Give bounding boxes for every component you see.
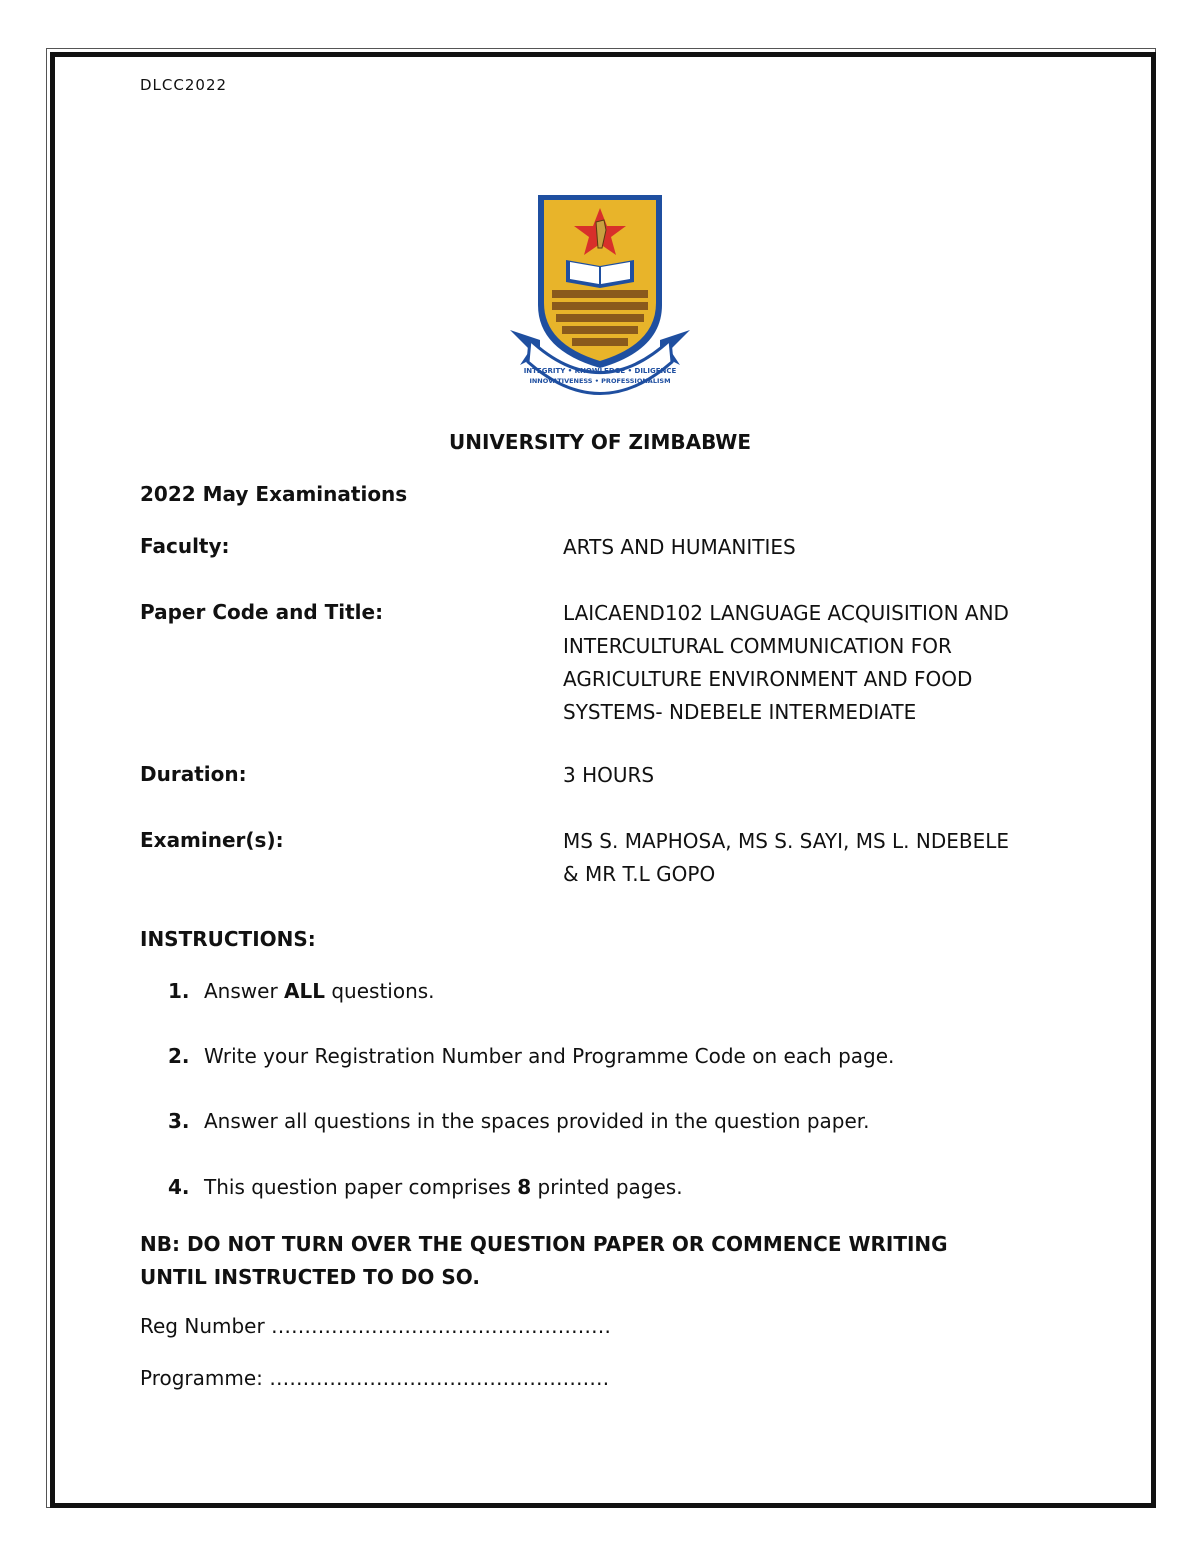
faculty-label: Faculty: [140, 534, 230, 558]
examiners-line-1: MS S. MAPHOSA, MS S. SAYI, MS L. NDEBELE [563, 829, 1010, 853]
instruction-item: 1. Answer ALL questions. [168, 979, 435, 1003]
instruction-item: 3. Answer all questions in the spaces provided in the question paper. [168, 1109, 870, 1133]
examiners-value [563, 825, 1083, 891]
paper-title-line-1: LAICAEND102 LANGUAGE ACQUISITION AND [563, 601, 1009, 625]
paper-title-line-4: SYSTEMS- NDEBELE INTERMEDIATE [563, 700, 917, 724]
instruction-item: 2. Write your Registration Number and Programme Code on each page. [168, 1044, 895, 1068]
nb-warning: NB: DO NOT TURN OVER THE QUESTION PAPER OR COMMENCE WRITING UNTIL INSTRUCTED TO DO SO. [140, 1232, 948, 1289]
university-crest-logo [500, 190, 700, 400]
instruction-item: 4. This question paper comprises 8 printed pages. [168, 1175, 683, 1199]
instructions-heading: INSTRUCTIONS: [140, 927, 316, 951]
duration-label: Duration: [140, 762, 247, 786]
paper-code-value [563, 597, 1083, 729]
paper-title-line-2: INTERCULTURAL COMMUNICATION FOR [563, 634, 952, 658]
duration-value: 3 HOURS [563, 763, 655, 787]
paper-code-label: Paper Code and Title: [140, 600, 384, 624]
paper-title-line-3: AGRICULTURE ENVIRONMENT AND FOOD [563, 667, 973, 691]
crest-motto-1: INTEGRITY • KNOWLEDGE • DILIGENCE [523, 367, 677, 375]
exam-session: 2022 May Examinations [140, 482, 408, 506]
document-code: DLCC2022 [140, 76, 228, 94]
programme-field[interactable]: Programme: …………………………………………… [140, 1366, 610, 1390]
examiners-line-2: & MR T.L GOPO [563, 862, 716, 886]
crest-motto-2: INNOVATIVENESS • PROFESSIONALISM [529, 377, 671, 385]
university-name: UNIVERSITY OF ZIMBABWE [449, 430, 751, 454]
examiners-label: Examiner(s): [140, 828, 284, 852]
reg-number-field[interactable]: Reg Number …………………………………………… [140, 1314, 612, 1338]
faculty-value: ARTS AND HUMANITIES [563, 535, 796, 559]
